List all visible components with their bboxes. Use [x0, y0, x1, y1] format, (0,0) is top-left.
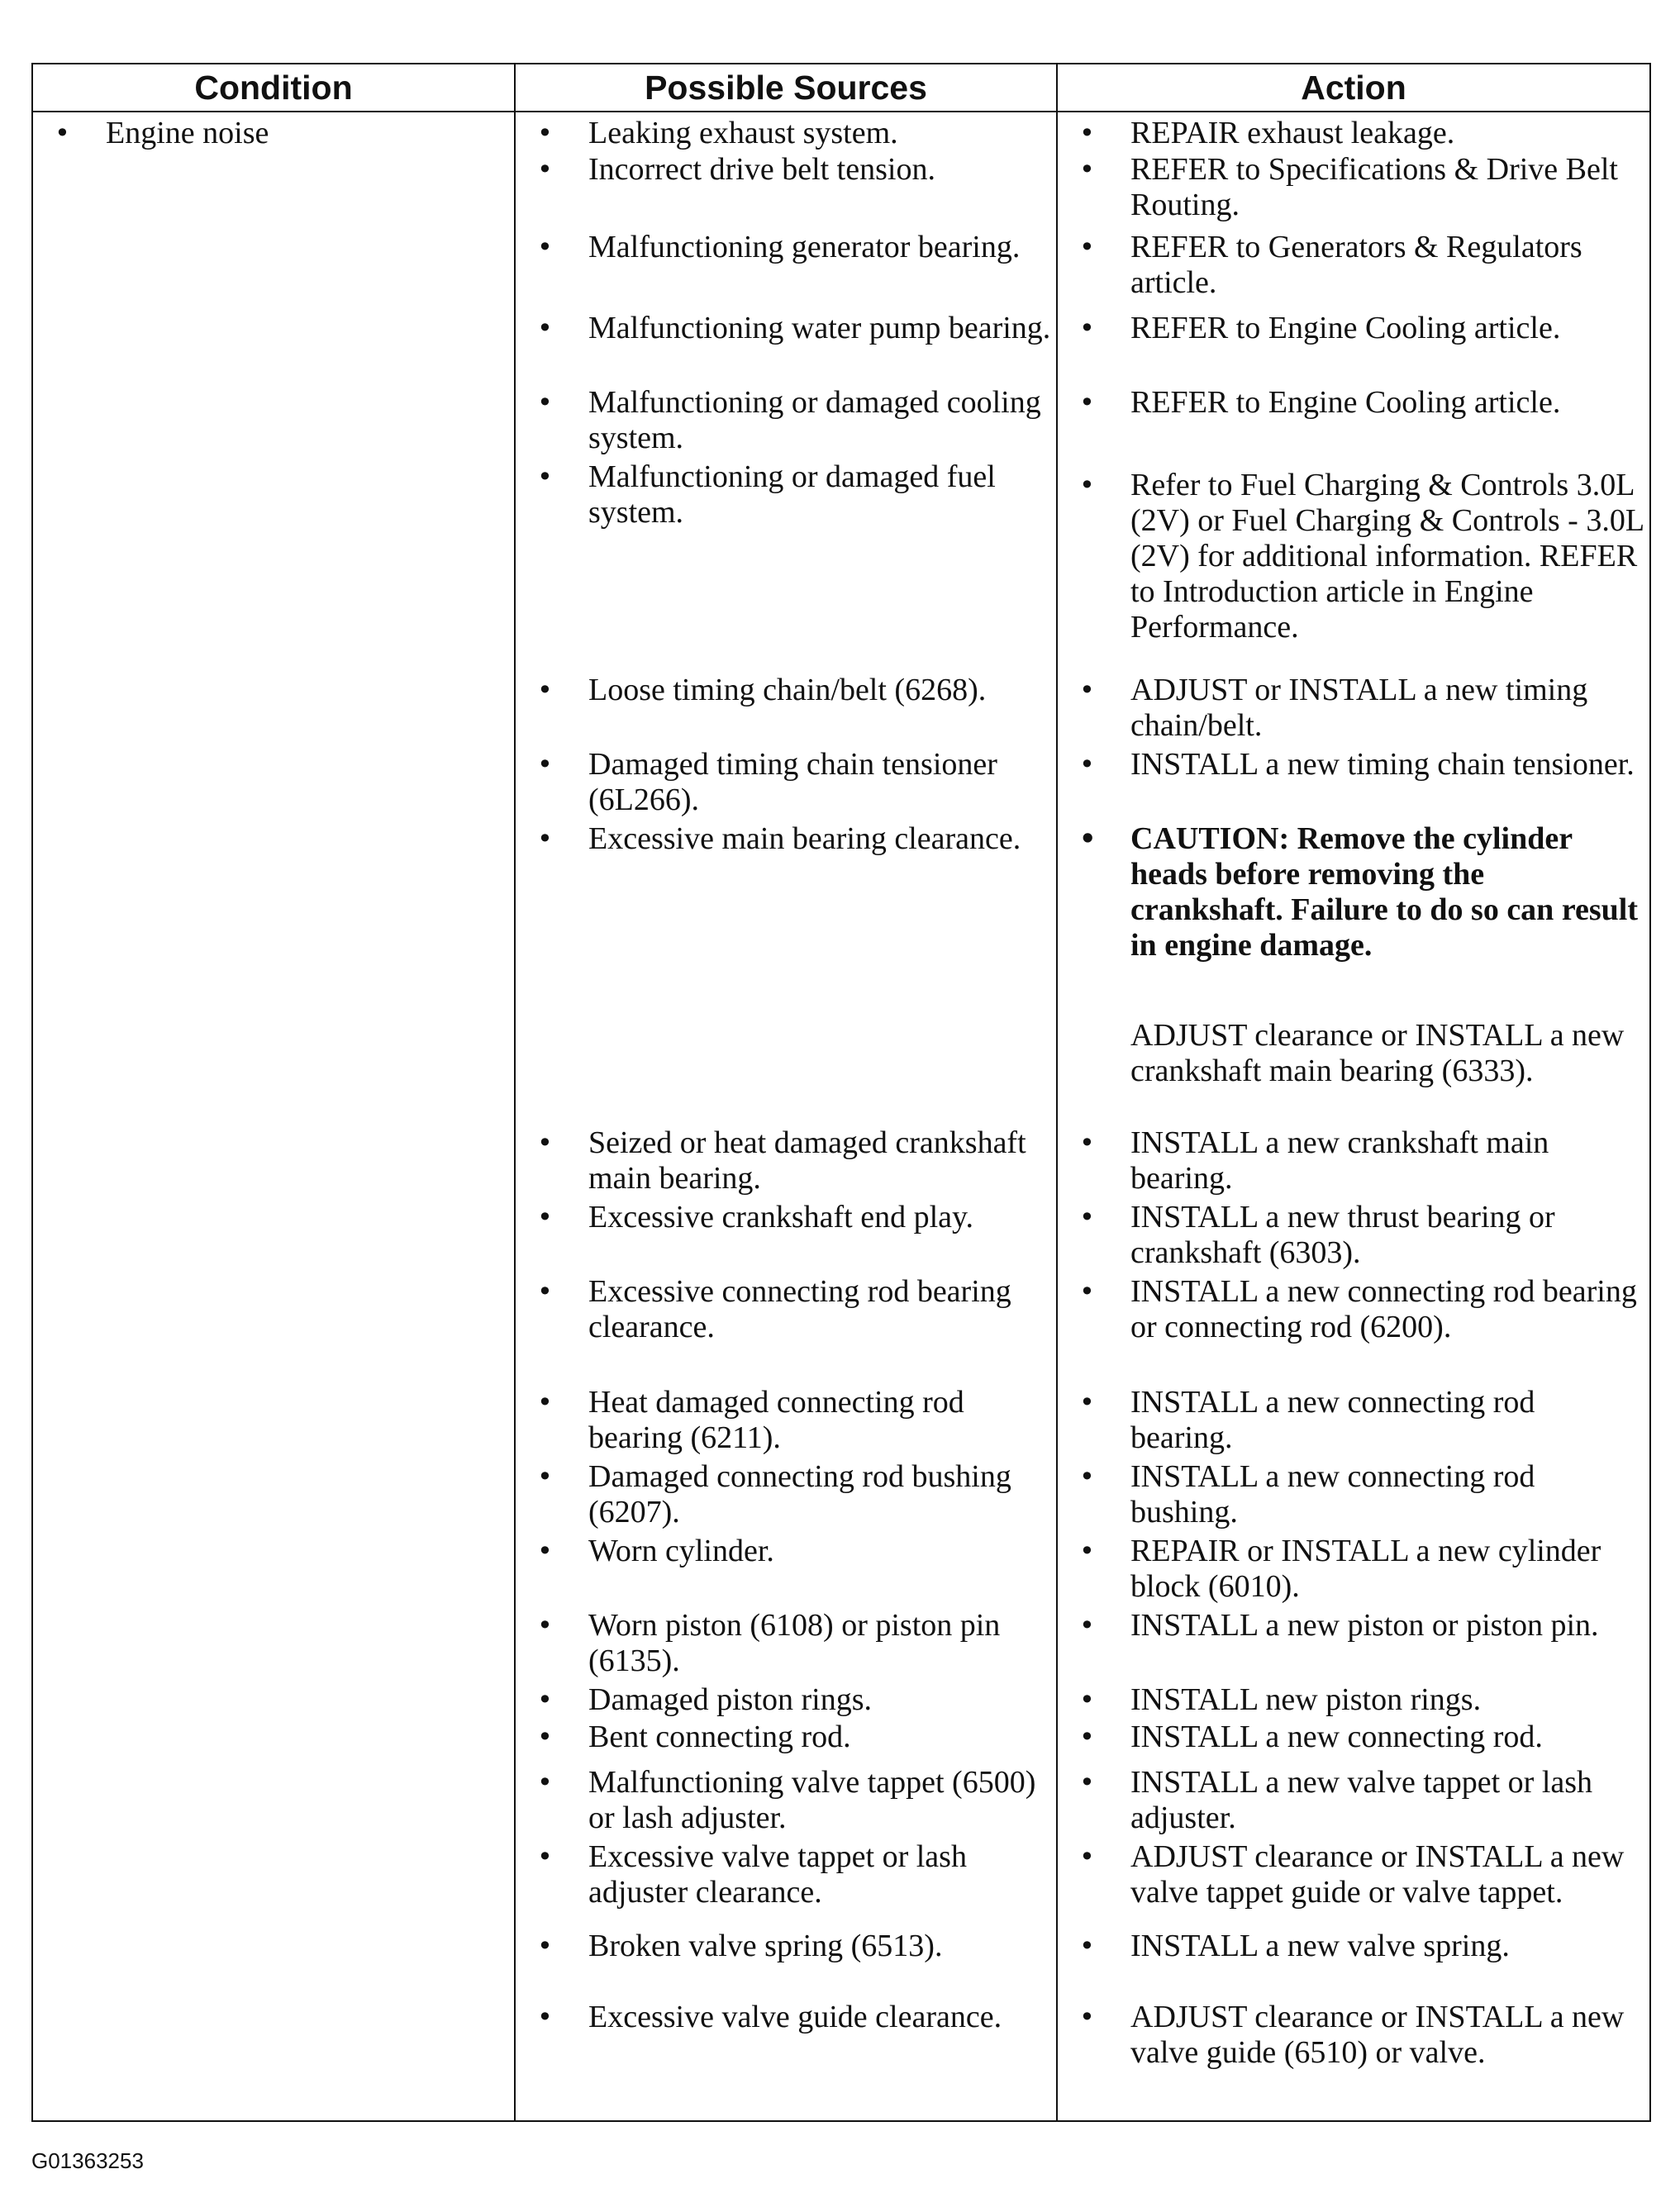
action-item	[1079, 1608, 1644, 1644]
bullet-icon: •	[1079, 1684, 1095, 1715]
bullet-icon: •	[1079, 1276, 1095, 1307]
source-item	[537, 1682, 1051, 1718]
actions-cell	[1057, 112, 1650, 2121]
bullet-icon: •	[537, 1535, 553, 1567]
source-item	[537, 673, 1051, 708]
source-item	[537, 1839, 1051, 1910]
action-text: INSTALL a new thrust bearing or crankshaft (6303).	[1130, 1200, 1555, 1270]
action-item	[1079, 1765, 1644, 1836]
action-item	[1079, 385, 1644, 421]
bullet-icon: •	[1079, 231, 1095, 263]
action-text: ADJUST or INSTALL a new timing chain/belt.	[1130, 673, 1588, 743]
bullet-icon: •	[537, 1201, 553, 1233]
bullet-icon: •	[1079, 1461, 1095, 1492]
action-item	[1079, 1459, 1644, 1530]
source-text: Heat damaged connecting rod bearing (6211).	[588, 1385, 964, 1455]
action-text: INSTALL a new connecting rod bearing or connecting rod (6200).	[1130, 1274, 1637, 1344]
action-item	[1079, 1682, 1644, 1718]
action-text: REFER to Generators & Regulators article.	[1130, 230, 1582, 300]
source-text: Excessive valve guide clearance.	[588, 2000, 1002, 2034]
action-text: INSTALL a new connecting rod.	[1130, 1720, 1543, 1754]
action-item	[1079, 1274, 1644, 1345]
source-item	[537, 311, 1051, 346]
action-text: REFER to Engine Cooling article.	[1130, 311, 1561, 345]
bullet-icon: •	[537, 1127, 553, 1158]
action-item	[1079, 1720, 1644, 1755]
action-item	[1079, 2000, 1644, 2071]
source-item	[537, 1274, 1051, 1345]
bullet-icon: •	[1079, 1930, 1095, 1962]
sources-cell	[515, 112, 1057, 2121]
action-item	[1079, 311, 1644, 346]
bullet-icon: •	[537, 749, 553, 780]
bullet-icon: •	[537, 1767, 553, 1798]
bullet-icon: •	[537, 1387, 553, 1418]
header-possible-sources: Possible Sources	[515, 64, 1057, 112]
source-text: Excessive main bearing clearance.	[588, 821, 1021, 856]
action-text: INSTALL a new connecting rod bearing.	[1130, 1385, 1535, 1455]
action-text: REPAIR or INSTALL a new cylinder block (6010).	[1130, 1534, 1601, 1604]
figure-code: G01363253	[31, 2148, 144, 2173]
bullet-icon: •	[537, 387, 553, 418]
source-text: Excessive valve tappet or lash adjuster clearance.	[588, 1839, 967, 1910]
action-text: INSTALL new piston rings.	[1130, 1682, 1482, 1717]
source-item	[537, 385, 1051, 456]
action-text: REFER to Engine Cooling article.	[1130, 385, 1561, 420]
bullet-icon: •	[537, 117, 553, 149]
source-item	[537, 2000, 1051, 2035]
bullet-icon: •	[1079, 387, 1095, 418]
bullet-icon: •	[1079, 469, 1095, 501]
table-header-row	[32, 64, 1650, 112]
action-item	[1079, 1534, 1644, 1605]
source-item	[537, 1459, 1051, 1530]
action-text: REFER to Specifications & Drive Belt Routing.	[1130, 152, 1618, 222]
source-text: Worn piston (6108) or piston pin (6135).	[588, 1608, 1001, 1678]
action-item	[1079, 116, 1644, 151]
source-text: Malfunctioning generator bearing.	[588, 230, 1021, 264]
source-text: Malfunctioning or damaged fuel system.	[588, 459, 996, 530]
action-text: INSTALL a new timing chain tensioner.	[1130, 747, 1635, 782]
bullet-icon: •	[1079, 1535, 1095, 1567]
source-text: Damaged connecting rod bushing (6207).	[588, 1459, 1011, 1529]
source-text: Bent connecting rod.	[588, 1720, 851, 1754]
source-text: Damaged piston rings.	[588, 1682, 873, 1717]
action-text: Refer to Fuel Charging & Controls 3.0L (2V) or Fuel Charging & Controls - 3.0L (2V) for additional information. REFER to Introduction article in Engine Performance.	[1130, 468, 1644, 645]
action-item	[1079, 673, 1644, 744]
caution-text: CAUTION: Remove the cylinder heads before removing the crankshaft. Failure to do so can result in engine damage.	[1130, 821, 1638, 963]
bullet-icon: •	[537, 461, 553, 492]
source-item	[537, 1608, 1051, 1679]
action-item	[1079, 1200, 1644, 1271]
condition-item	[55, 116, 509, 151]
action-item	[1079, 1839, 1644, 1910]
bullet-icon: •	[537, 312, 553, 344]
source-text: Worn cylinder.	[588, 1534, 774, 1568]
action-text: ADJUST clearance or INSTALL a new crankshaft main bearing (6333).	[1130, 1018, 1625, 1088]
action-text: INSTALL a new crankshaft main bearing.	[1130, 1125, 1549, 1196]
action-text: INSTALL a new valve spring.	[1130, 1929, 1510, 1963]
bullet-icon: •	[1079, 2001, 1095, 2033]
source-text: Excessive connecting rod bearing clearance.	[588, 1274, 1011, 1344]
table-row	[32, 112, 1650, 2121]
action-text: REPAIR exhaust leakage.	[1130, 116, 1455, 150]
bullet-icon: •	[537, 674, 553, 706]
bullet-icon: •	[1079, 1201, 1095, 1233]
action-continuation	[1130, 1018, 1644, 1089]
bullet-icon: •	[537, 2001, 553, 2033]
action-text: INSTALL a new connecting rod bushing.	[1130, 1459, 1535, 1529]
bullet-icon: •	[1079, 1721, 1095, 1753]
source-text: Excessive crankshaft end play.	[588, 1200, 974, 1234]
source-item	[537, 1765, 1051, 1836]
bullet-icon: •	[1079, 154, 1095, 185]
condition-text: Engine noise	[106, 116, 269, 150]
source-item	[537, 116, 1051, 151]
bullet-icon: •	[1079, 1127, 1095, 1158]
bullet-icon: •	[537, 1276, 553, 1307]
source-item	[537, 230, 1051, 265]
source-text: Malfunctioning water pump bearing.	[588, 311, 1051, 345]
source-item	[537, 1534, 1051, 1569]
action-item	[1079, 747, 1644, 783]
header-condition: Condition	[32, 64, 515, 112]
bullet-icon: •	[1079, 749, 1095, 780]
action-text: INSTALL a new piston or piston pin.	[1130, 1608, 1599, 1643]
source-text: Leaking exhaust system.	[588, 116, 898, 150]
source-text: Malfunctioning valve tappet (6500) or lash adjuster.	[588, 1765, 1036, 1835]
bullet-icon: •	[537, 1841, 553, 1872]
source-text: Incorrect drive belt tension.	[588, 152, 935, 187]
source-text: Malfunctioning or damaged cooling system.	[588, 385, 1041, 455]
source-item	[537, 152, 1051, 188]
bullet-icon: •	[537, 1684, 553, 1715]
bullet-icon: •	[1079, 312, 1095, 344]
source-item	[537, 1929, 1051, 1964]
source-item	[537, 1385, 1051, 1456]
source-item	[537, 1200, 1051, 1235]
source-item	[537, 821, 1051, 857]
header-action: Action	[1057, 64, 1650, 112]
source-item	[537, 747, 1051, 818]
bullet-icon: •	[1079, 1841, 1095, 1872]
bullet-icon: •	[1079, 1767, 1095, 1798]
source-text: Seized or heat damaged crankshaft main bearing.	[588, 1125, 1026, 1196]
source-text: Damaged timing chain tensioner (6L266).	[588, 747, 997, 817]
source-item	[537, 1125, 1051, 1196]
action-item	[1079, 1125, 1644, 1196]
action-item	[1079, 468, 1644, 645]
bullet-icon: •	[1079, 117, 1095, 149]
action-item	[1079, 1385, 1644, 1456]
action-item	[1079, 230, 1644, 301]
diagnosis-table	[31, 63, 1651, 2122]
bullet-icon: •	[55, 117, 70, 149]
condition-cell	[32, 112, 515, 2121]
source-text: Loose timing chain/belt (6268).	[588, 673, 987, 707]
caution-item	[1079, 821, 1644, 963]
bullet-icon: •	[1079, 1610, 1095, 1641]
action-text: INSTALL a new valve tappet or lash adjuster.	[1130, 1765, 1593, 1835]
action-text: ADJUST clearance or INSTALL a new valve guide (6510) or valve.	[1130, 2000, 1625, 2070]
bullet-icon: •	[1079, 674, 1095, 706]
bullet-icon: •	[1079, 1387, 1095, 1418]
bullet-icon: •	[1079, 823, 1097, 854]
bullet-icon: •	[537, 823, 553, 854]
bullet-icon: •	[537, 1721, 553, 1753]
bullet-icon: •	[537, 1461, 553, 1492]
source-item	[537, 459, 1051, 530]
action-item	[1079, 152, 1644, 223]
action-text: ADJUST clearance or INSTALL a new valve tappet guide or valve tappet.	[1130, 1839, 1625, 1910]
source-item	[537, 1720, 1051, 1755]
source-text: Broken valve spring (6513).	[588, 1929, 943, 1963]
action-item	[1079, 1929, 1644, 1964]
bullet-icon: •	[537, 231, 553, 263]
bullet-icon: •	[537, 154, 553, 185]
bullet-icon: •	[537, 1930, 553, 1962]
bullet-icon: •	[537, 1610, 553, 1641]
